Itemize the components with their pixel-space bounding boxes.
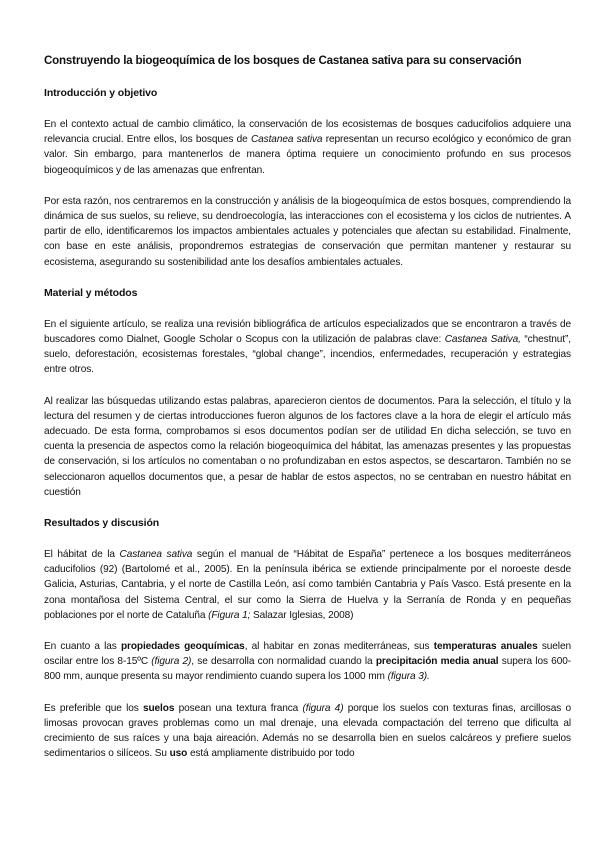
document-page xyxy=(44,54,571,778)
text-run: posean una textura franca xyxy=(174,702,303,714)
text-run: Es preferible que los xyxy=(44,702,143,714)
text-run: Salazar Iglesias, 2008) xyxy=(250,609,354,621)
text-run: “chestnut”, suelo, deforestación, ecosistemas forestales, “global change”, incendios, enfermedades, recuperación y estrategias entre otros. xyxy=(44,334,571,376)
text-run: está ampliamente distribuido por todo xyxy=(187,748,355,760)
text-run: porque los suelos con texturas finas, arcillosas o limosas provocan graves problemas como un mal drenaje, una elevada compactación del terreno que dificulta al crecimiento de sus raíces y una baja aireación. Además no se desarrolla bien en suelos calcáreos y prefiere suelos sedimentarios o silíceos. Su xyxy=(44,702,571,760)
document-title: Construyendo la biogeoquímica de los bosques de Castanea sativa para su conservación xyxy=(44,54,522,67)
figure-ref: (figura 2) xyxy=(151,656,192,668)
species-name: Castanea sativa xyxy=(119,549,193,561)
keyword-species: Castanea Sativa, xyxy=(444,334,521,346)
section-heading-results: Resultados y discusión xyxy=(44,517,160,530)
text-run: , al habitar en zonas mediterráneas, sus xyxy=(244,641,434,653)
paragraph-results-3 xyxy=(44,701,571,762)
paragraph-methods-1 xyxy=(44,317,571,378)
section-heading-intro: Introducción y objetivo xyxy=(44,87,158,99)
text-run: En cuanto a las xyxy=(44,641,121,653)
paragraph-methods-2: Al realizar las búsquedas utilizando estas palabras, aparecieron cientos de documentos. Para la selección, el título y la lectura del resumen y de ciertas introducciones fueron algunos de los factores clave a la hora de elegir el artículo más adecuado. De esta forma, comprobamos si esos documentos podían ser de utilidad En dicha selección, se tuvo en cuenta la presencia de aspectos como la relación biogeoquímica del hábitat, las amenazas presentes y las propuestas de conservación, si los artículos no comentaban o no profundizaban en estos aspectos, se descartaron. También no se seleccionaron aquellos documentos que, a pesar de hablar de estos aspectos, no se centraban en nuestro hábitat en cuestión xyxy=(44,395,571,498)
figure-ref: (figura 3). xyxy=(387,671,430,683)
paragraph-results-2 xyxy=(44,639,571,685)
bold-term: suelos xyxy=(142,702,175,714)
text-run: representan un recurso ecológico y económico de gran valor. Sin embargo, para mantenerlos de manera óptima requiere un conocimiento profundo en sus procesos biogeoquímicos y de las amenazas que enfrentan. xyxy=(44,134,572,176)
text-run: suelen oscilar entre los 8-15ºC xyxy=(44,641,571,668)
figure-ref: (Figura 1; xyxy=(208,609,251,621)
bold-term: precipitación media anual xyxy=(375,656,499,668)
text-run: En el siguiente artículo, se realiza una revisión bibliográfica de artículos especializados que se encontraron a través de buscadores como Dialnet, Google Scholar o Scopus con la utilización de palabras clave: xyxy=(44,318,571,346)
figure-ref: (figura 4) xyxy=(302,702,344,714)
bold-term: uso xyxy=(169,748,188,760)
bold-term: propiedades geoquímicas xyxy=(120,641,245,653)
section-heading-methods: Material y métodos xyxy=(44,286,138,299)
text-run: supera los 600-800 mm, aunque presenta su mayor rendimiento cuando supera los 1000 mm xyxy=(44,656,571,683)
paragraph-results-1 xyxy=(44,547,571,623)
bold-term: temperaturas anuales xyxy=(433,641,538,653)
text-run: En el contexto actual de cambio climático, la conservación de los ecosistemas de bosques caducifolios adquiere una relevancia crucial. Entre ellos, los bosques de xyxy=(44,119,571,146)
text-run: , se desarrolla con normalidad cuando la xyxy=(191,656,376,668)
text-run: El hábitat de la xyxy=(44,549,120,561)
paragraph-intro-1 xyxy=(44,117,571,178)
text-run: según el manual de “Hábitat de España” pertenece a los bosques mediterráneos caducifolios (92) (Bartolomé et al., 2005). En la península ibérica se extiende principalmente por el noroeste desde Galicia, Asturias, Cantabria, y el norte de Castilla León, así como también Cantabria y País Vasco. Está presente en la zona montañosa del Sistema Central, el sur como la Sierra de Huelva y la Serranía de Ronda y en pequeñas poblaciones por el norte de Cataluña xyxy=(44,549,572,621)
paragraph-intro-2: Por esta razón, nos centraremos en la construcción y análisis de la biogeoquímica de estos bosques, comprendiendo la dinámica de sus suelos, su relieve, su dendroecología, las interacciones con el ecosistema y los ciclos de nutrientes. A partir de ello, identificaremos los impactos ambientales actuales y potenciales que afectan su estabilidad. Finalmente, con base en este análisis, propondremos estrategias de conservación que permitan mantener y restaurar su ecosistema, asegurando su sostenibilidad ante los desafíos ambientales actuales. xyxy=(44,195,571,268)
species-name: Castanea sativa xyxy=(250,134,323,146)
